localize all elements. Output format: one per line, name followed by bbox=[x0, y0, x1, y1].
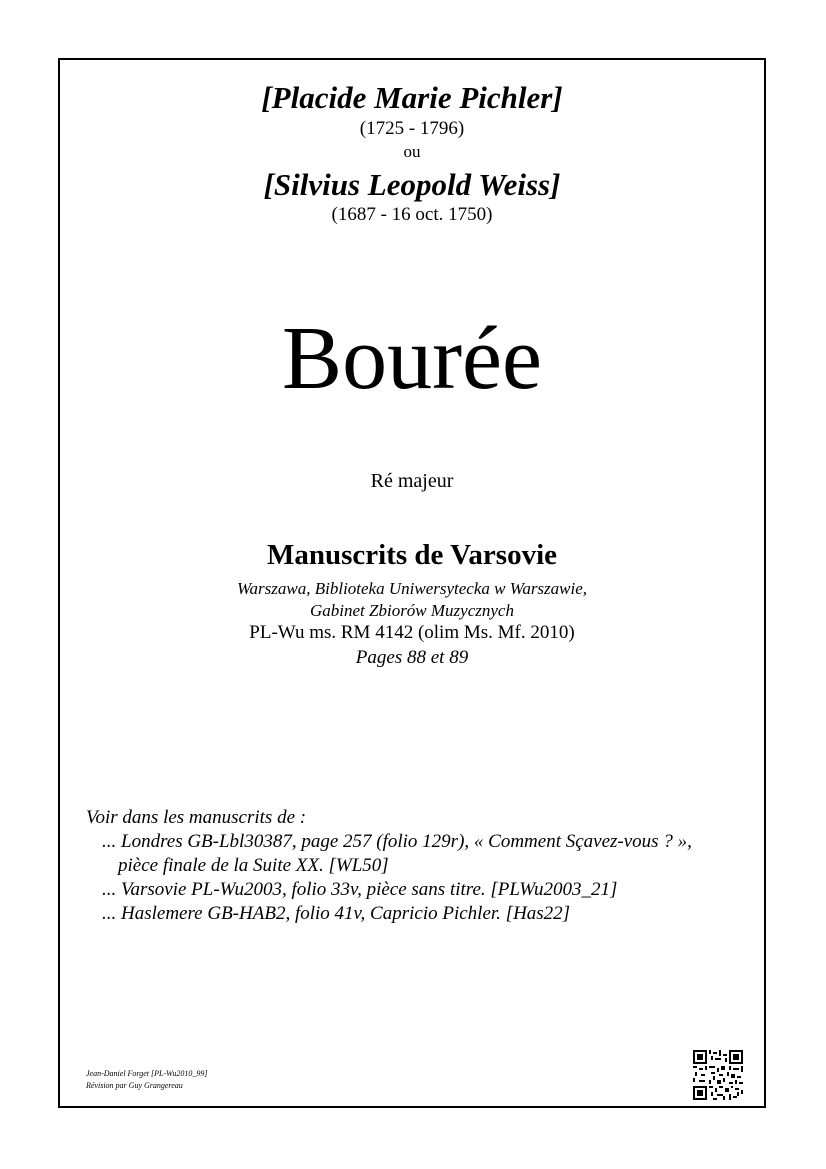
credits bbox=[86, 1068, 207, 1092]
reference-item: ... Haslemere GB-HAB2, folio 41v, Capricio Pichler. [Has22] bbox=[102, 903, 571, 924]
qr-code-icon bbox=[693, 1050, 743, 1100]
references-intro: Voir dans les manuscrits de : bbox=[86, 807, 307, 828]
reference-item: ... Varsovie PL-Wu2003, folio 33v, pièce sans titre. [PLWu2003_21] bbox=[102, 879, 618, 900]
reference-item-continuation: pièce finale de la Suite XX. [WL50] bbox=[118, 855, 389, 876]
reference-item: ... Londres GB-Lbl30387, page 257 (folio 129r), « Comment Sçavez-vous ? », bbox=[102, 831, 692, 852]
key-signature: Ré majeur bbox=[370, 470, 454, 492]
credits-author: Jean-Daniel Forget [PL-Wu2010_99] bbox=[86, 1069, 208, 1078]
library-name-line1: Warszawa, Biblioteka Uniwersytecka w Warszawie, bbox=[236, 579, 588, 598]
piece-title: Bourée bbox=[282, 309, 542, 408]
references-section bbox=[86, 806, 762, 926]
credits-revision: Révision par Guy Grangereau bbox=[86, 1081, 183, 1090]
shelfmark: PL-Wu ms. RM 4142 (olim Ms. Mf. 2010) bbox=[249, 622, 575, 643]
page-numbers: Pages 88 et 89 bbox=[355, 647, 469, 668]
composer-2: [Silvius Leopold Weiss] bbox=[263, 167, 561, 202]
library-name-line2: Gabinet Zbiorów Muzycznych bbox=[310, 601, 514, 620]
conjunction-ou: ou bbox=[403, 142, 421, 161]
composer-1: [Placide Marie Pichler] bbox=[261, 80, 563, 115]
collection-title: Manuscrits de Varsovie bbox=[267, 539, 557, 571]
composer-2-dates: (1687 - 16 oct. 1750) bbox=[331, 204, 493, 225]
composer-1-dates: (1725 - 1796) bbox=[359, 118, 465, 139]
